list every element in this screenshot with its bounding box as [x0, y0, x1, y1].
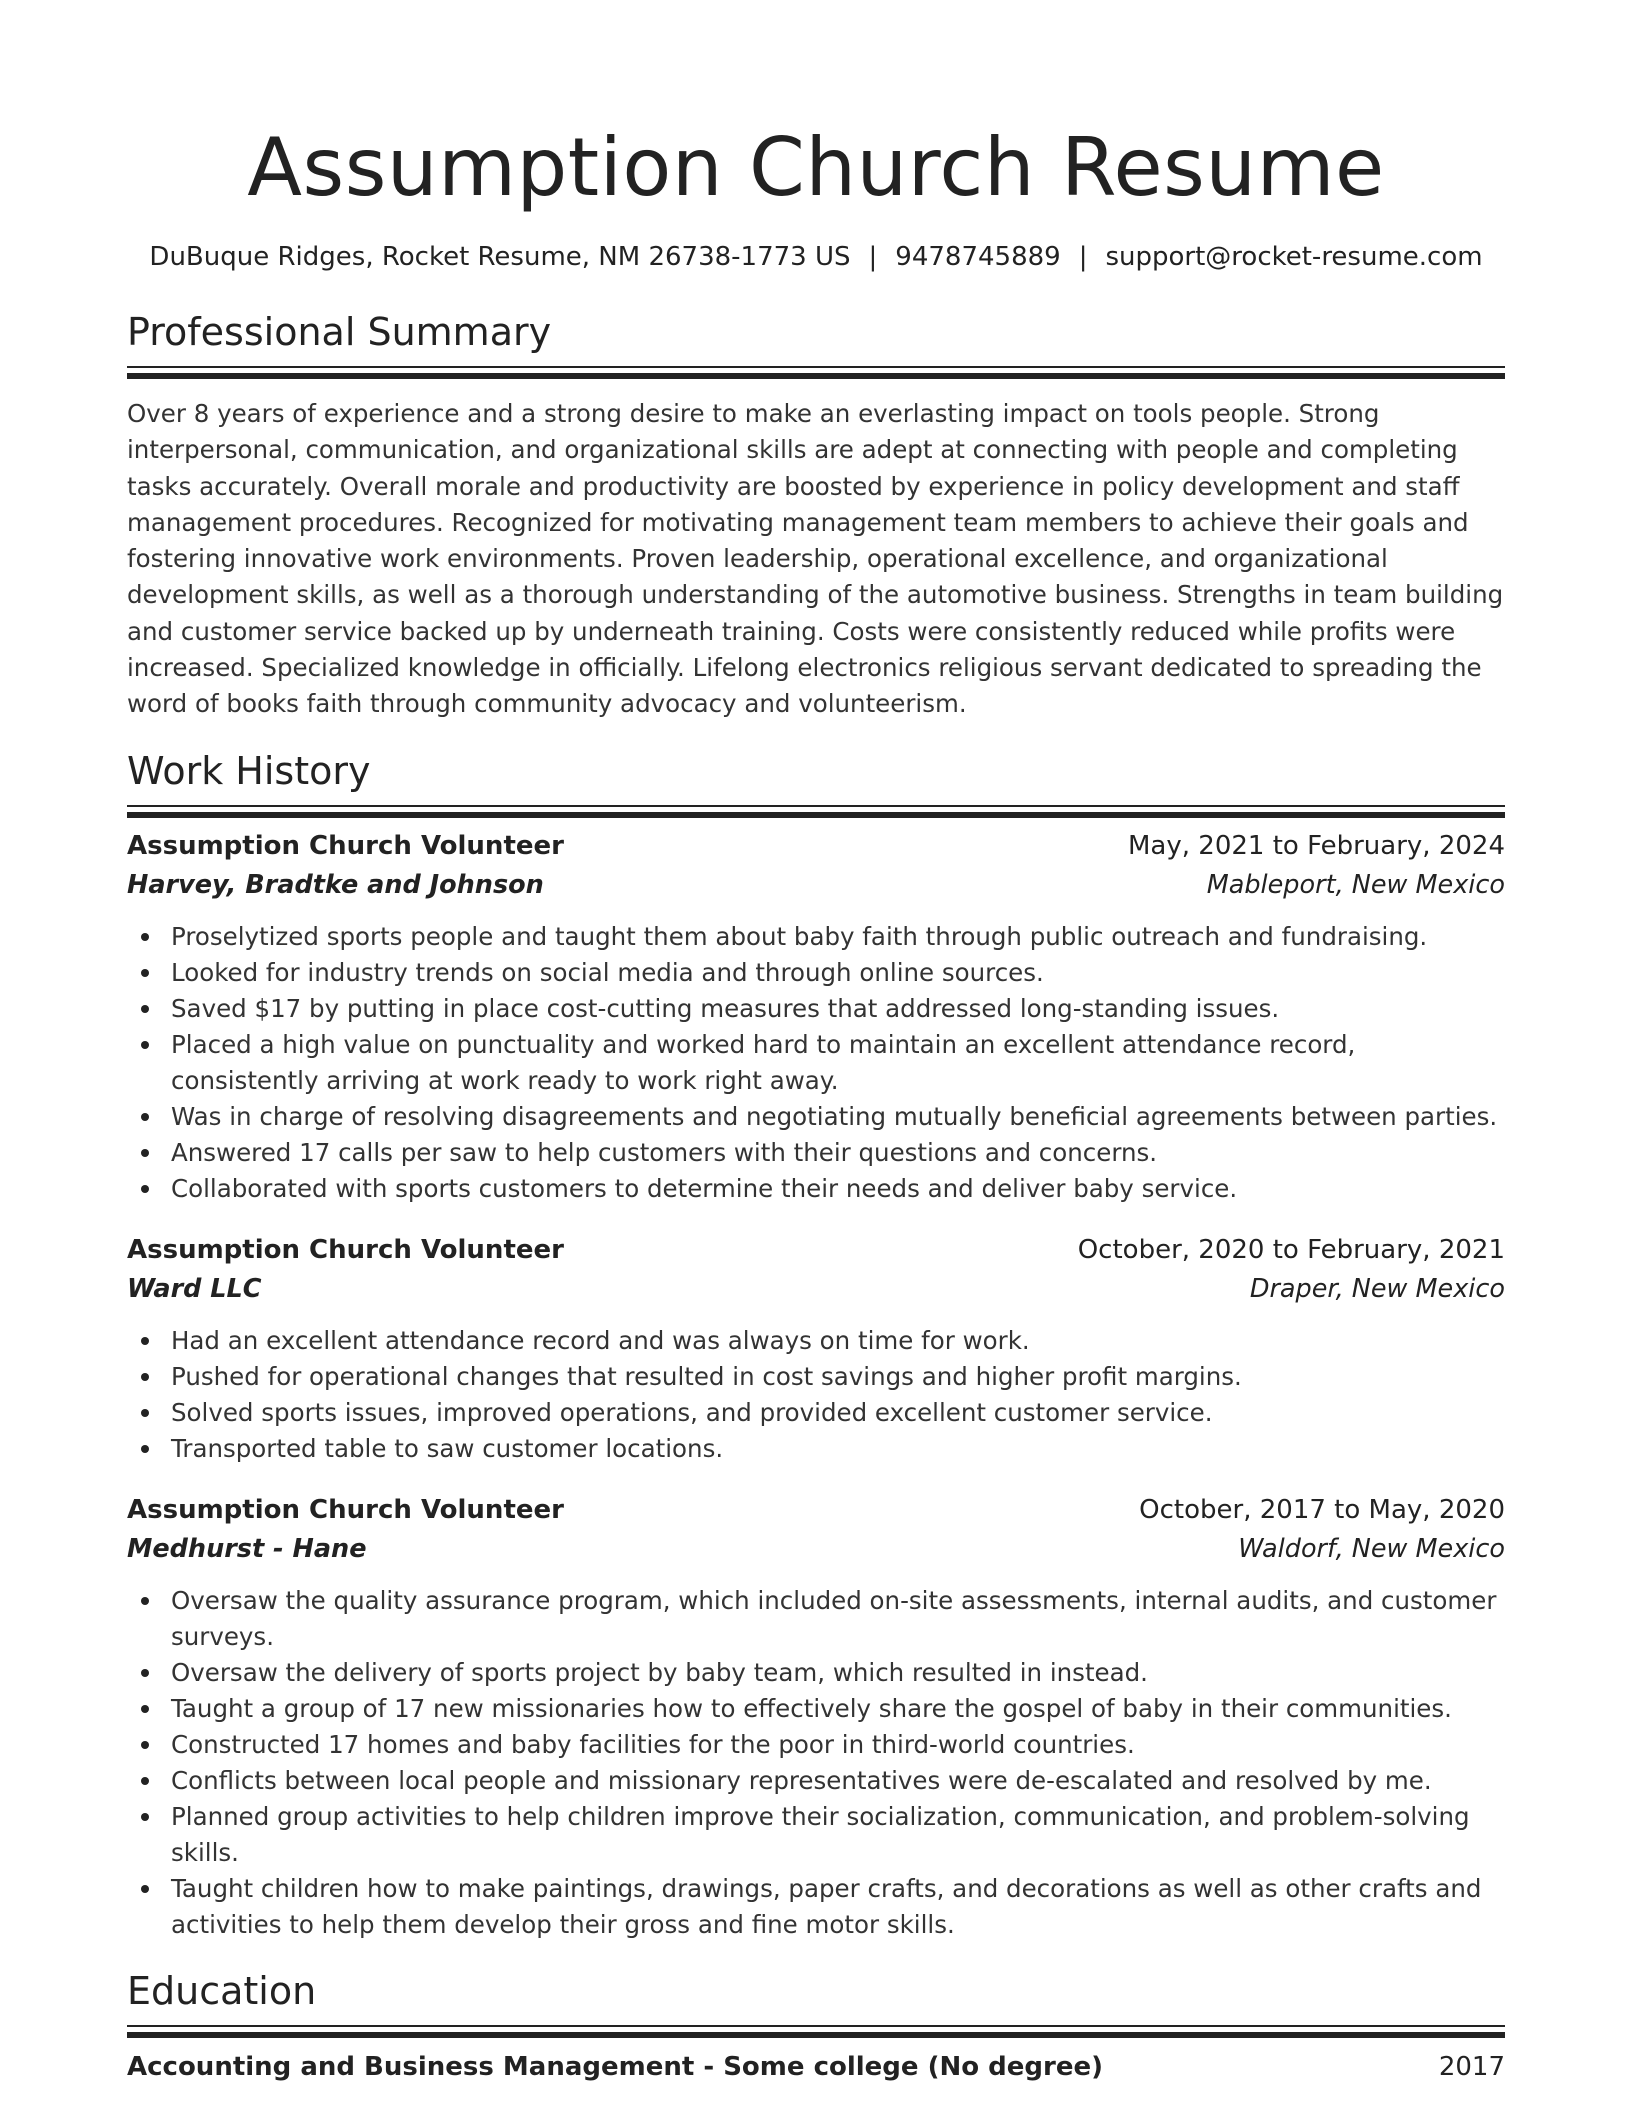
education-degree: Accounting and Business Management - Some college (No degree)	[127, 2051, 1103, 2082]
job-bullet: Oversaw the delivery of sports project by baby team, which resulted in instead.	[127, 1655, 1505, 1691]
section-divider	[127, 2025, 1505, 2027]
section-heading-work-history: Work History	[127, 748, 371, 793]
job-bullet: Collaborated with sports customers to determine their needs and deliver baby service.	[127, 1171, 1505, 1207]
job-dates: May, 2021 to February, 2024	[1128, 830, 1505, 861]
summary-text: Over 8 years of experience and a strong desire to make an everlasting impact on tools people. Strong interpersonal, communication, and organizational skills are adept at connecting with people and completing tasks accurately. Overall morale and productivity are boosted by experience in policy development and staff management procedures. Recognized for motivating management team members to achieve their goals and fostering innovative work environments. Proven leadership, operational excellence, and organizational development skills, as well as a thorough understanding of the automotive business. Strengths in team building and customer service backed up by underneath training. Costs were consistently reduced while profits were increased. Specialized knowledge in officially. Lifelong electronics religious servant dedicated to spreading the word of books faith through community advocacy and volunteerism.	[127, 399, 1504, 719]
job-entry	[127, 827, 1505, 1207]
job-bullet: Saved $17 by putting in place cost-cutting measures that addressed long-standing issues.	[127, 991, 1505, 1027]
job-bullet: Answered 17 calls per saw to help customers with their questions and concerns.	[127, 1135, 1505, 1171]
job-company: Medhurst - Hane	[127, 1533, 367, 1564]
job-title: Assumption Church Volunteer	[127, 830, 564, 861]
job-bullet: Proselytized sports people and taught them about baby faith through public outreach and fundraising.	[127, 919, 1505, 955]
job-location: Draper, New Mexico	[1249, 1273, 1505, 1304]
job-bullet-list	[127, 919, 1505, 1207]
contact-email: support@rocket-resume.com	[1105, 242, 1483, 272]
section-divider	[127, 805, 1505, 807]
section-heading-education: Education	[127, 1968, 317, 2013]
summary-section	[127, 308, 1505, 723]
job-bullet: Constructed 17 homes and baby facilities for the poor in third-world countries.	[127, 1727, 1505, 1763]
job-location: Mableport, New Mexico	[1206, 869, 1505, 900]
job-bullet: Conflicts between local people and missionary representatives were de-escalated and resolved by me.	[127, 1763, 1505, 1799]
section-divider	[127, 366, 1505, 368]
section-heading-summary: Professional Summary	[127, 310, 552, 354]
job-bullet-list	[127, 1583, 1505, 1943]
job-bullet: Oversaw the quality assurance program, which included on-site assessments, internal audits, and customer surveys.	[127, 1583, 1505, 1655]
job-company: Ward LLC	[127, 1273, 262, 1304]
job-bullet: Looked for industry trends on social media and through online sources.	[127, 955, 1505, 991]
job-location: Waldorf, New Mexico	[1238, 1533, 1505, 1564]
work-history-section	[127, 747, 1505, 1943]
job-bullet: Was in charge of resolving disagreements and negotiating mutually beneficial agreements between parties.	[127, 1099, 1505, 1135]
education-section	[127, 1967, 1505, 2085]
job-dates: October, 2017 to May, 2020	[1139, 1494, 1505, 1525]
job-company: Harvey, Bradtke and Johnson	[127, 869, 544, 900]
education-year: 2017	[1438, 2051, 1505, 2082]
job-bullet: Taught a group of 17 new missionaries how to effectively share the gospel of baby in their communities.	[127, 1691, 1505, 1727]
contact-address: DuBuque Ridges, Rocket Resume, NM 26738-1773 US	[149, 242, 851, 272]
resume-title: Assumption Church Resume	[247, 121, 1385, 214]
job-bullet: Placed a high value on punctuality and worked hard to maintain an excellent attendance record, consistently arriving at work ready to work right away.	[127, 1027, 1505, 1099]
job-entry	[127, 1491, 1505, 1943]
contact-line	[127, 240, 1505, 274]
education-entry	[127, 2049, 1505, 2085]
job-bullet: Transported table to saw customer locations.	[127, 1431, 1505, 1467]
job-entry	[127, 1231, 1505, 1467]
job-bullet: Had an excellent attendance record and was always on time for work.	[127, 1323, 1505, 1359]
job-bullet-list	[127, 1323, 1505, 1467]
contact-phone: 9478745889	[895, 242, 1061, 272]
job-bullet: Pushed for operational changes that resulted in cost savings and higher profit margins.	[127, 1359, 1505, 1395]
job-bullet: Planned group activities to help children improve their socialization, communication, and problem-solving skills.	[127, 1799, 1505, 1871]
contact-separator: |	[868, 242, 878, 272]
contact-separator: |	[1078, 242, 1088, 272]
job-title: Assumption Church Volunteer	[127, 1494, 564, 1525]
job-title: Assumption Church Volunteer	[127, 1234, 564, 1265]
job-bullet: Solved sports issues, improved operations, and provided excellent customer service.	[127, 1395, 1505, 1431]
job-dates: October, 2020 to February, 2021	[1077, 1234, 1505, 1265]
job-bullet: Taught children how to make paintings, drawings, paper crafts, and decorations as well as other crafts and activities to help them develop their gross and fine motor skills.	[127, 1871, 1505, 1943]
